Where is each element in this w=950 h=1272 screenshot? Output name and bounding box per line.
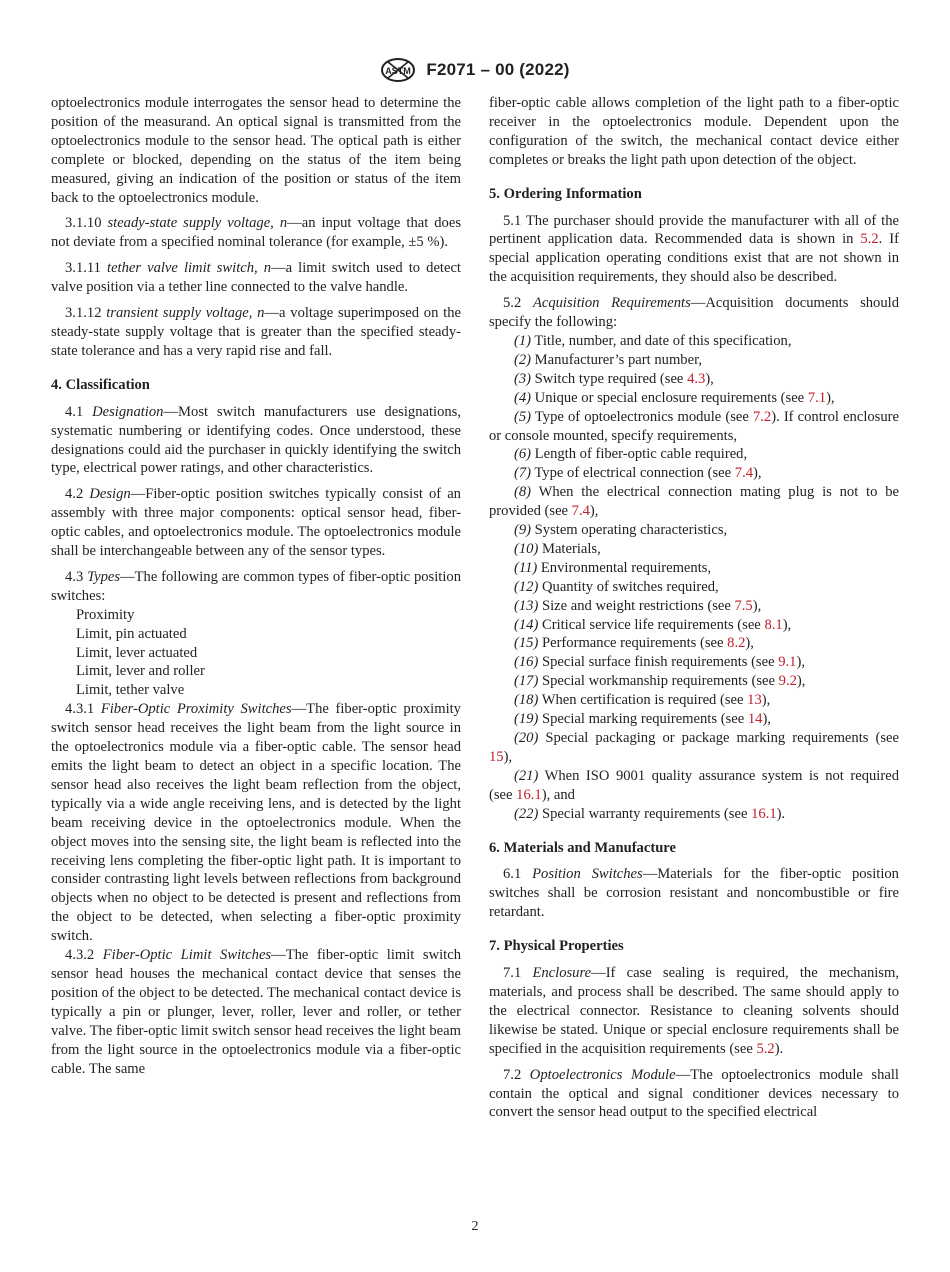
requirement-item: (17) Special workmanship requirements (see 9.2),: [514, 673, 806, 690]
reference-link[interactable]: 9.1: [778, 654, 797, 671]
right-column: [489, 94, 899, 1122]
reference-link[interactable]: 4.3: [687, 370, 706, 387]
reference-link[interactable]: 7.1: [807, 389, 827, 406]
reference-link[interactable]: 9.2: [778, 673, 797, 690]
reference-link[interactable]: 7.5: [734, 597, 753, 614]
type-list-item: Limit, lever actuated: [76, 644, 198, 661]
requirement-item: (16) Special surface finish requirements (see 9.1),: [514, 654, 805, 671]
reference-link-5-2[interactable]: 5.2: [756, 1040, 775, 1057]
type-list-item: Limit, tether valve: [76, 682, 185, 699]
acquisition-requirements-list: [489, 332, 899, 824]
paragraph-6-1: 6.1 Position Switches—Materials for the fiber-optic position switches shall be corrosion resistant and noncombustible or fire retardant.: [489, 866, 899, 921]
requirement-item: (1) Title, number, and date of this specification,: [514, 332, 792, 349]
requirement-item: (7) Type of electrical connection (see 7.4),: [514, 465, 762, 482]
section-heading-ordering-information: 5. Ordering Information: [489, 185, 642, 202]
requirement-item: (19) Special marking requirements (see 14),: [514, 711, 771, 728]
paragraph-7-2: 7.2 Optoelectronics Module—The optoelectronics module shall contain the optical and signal conditioner devices necessary to convert the sensor head output to the specified electrical: [489, 1066, 899, 1121]
definition-3-1-12: 3.1.12 transient supply voltage, n—a voltage superimposed on the steady-state supply voltage that is greater than the specified steady-state tolerance and has a very rapid rise and fall.: [51, 305, 461, 359]
document-designation: F2071 – 00 (2022): [426, 60, 570, 79]
reference-link[interactable]: 7.2: [752, 408, 772, 425]
reference-link[interactable]: 8.2: [727, 635, 746, 652]
requirement-item: (9) System operating characteristics,: [514, 522, 728, 539]
requirement-item: (11) Environmental requirements,: [514, 559, 712, 576]
requirement-item: (21) When ISO 9001 quality assurance system is not required (see 16.1), and: [489, 767, 899, 803]
paragraph-4-3-2: 4.3.2 Fiber-Optic Limit Switches—The fiber-optic limit switch sensor head houses the mechanical contact device that senses the position of the object to be detected. The mechanical contact device is typically a pin or plunger, lever, roller, lever and roller, or tether valve. The fiber-optic limit switch sensor head receives the light beam from the light source in the optoelectronics module via a fiber-optic cable. The same: [51, 947, 461, 1077]
requirement-item: (3) Switch type required (see 4.3),: [514, 370, 714, 387]
paragraph-5-1: 5.1 The purchaser should provide the manufacturer with all of the pertinent application data. Recommended data is shown in 5.2. If special application operating conditions exist that are not shown in the acquisition requirements, they should also be described.: [489, 212, 899, 286]
reference-link[interactable]: 7.4: [571, 503, 590, 520]
requirement-item: (8) When the electrical connection mating plug is not to be provided (see 7.4),: [489, 484, 899, 520]
astm-logo-icon: [380, 56, 416, 84]
requirement-item: (2) Manufacturer’s part number,: [514, 351, 702, 368]
left-column: [51, 94, 461, 1078]
requirement-item: (4) Unique or special enclosure requirements (see 7.1),: [514, 389, 835, 406]
requirement-item: (12) Quantity of switches required,: [514, 578, 719, 595]
page-header: [0, 56, 950, 84]
type-list-item: Limit, lever and roller: [76, 663, 205, 680]
requirement-item: (13) Size and weight restrictions (see 7.5),: [514, 597, 762, 614]
continued-paragraph: fiber-optic cable allows completion of the light path to a fiber-optic receiver in the optoelectronics module. Dependent upon the configuration of the switch, the mechanical contact device either completes or breaks the light path upon detection of the object.: [489, 95, 899, 168]
continued-paragraph: optoelectronics module interrogates the sensor head to determine the position of the measurand. An optical signal is transmitted from the optoelectronics module to the sensor head. The optical path is either complete or blocked, depending on the status of the item being measured, giving an indication of the position or status of the item back to the optoelectronics module.: [51, 95, 461, 206]
reference-link[interactable]: 8.1: [764, 616, 783, 633]
requirement-item: (15) Performance requirements (see 8.2),: [514, 635, 754, 652]
requirement-item: (22) Special warranty requirements (see 16.1).: [514, 805, 786, 822]
section-heading-classification: 4. Classification: [51, 376, 150, 393]
paragraph-7-1: 7.1 Enclosure—If case sealing is required, the mechanism, materials, and process shall be described. The same should apply to the electrical connector. Resistance to cleaning solvents should likewise be stated. Unique or special enclosure requirements shall be specified in the acquisition requirements (see 5.2).: [489, 965, 899, 1057]
definition-3-1-11: 3.1.11 tether valve limit switch, n—a limit switch used to detect valve position via a tether line connected to the valve handle.: [51, 260, 461, 296]
reference-link[interactable]: 16.1: [751, 805, 777, 822]
reference-link[interactable]: 16.1: [516, 786, 542, 803]
reference-link[interactable]: 7.4: [734, 465, 754, 482]
section-heading-physical-properties: 7. Physical Properties: [489, 938, 624, 955]
reference-link[interactable]: 14: [747, 711, 763, 728]
svg-text:ASTM: ASTM: [385, 66, 412, 76]
requirement-item: (10) Materials,: [514, 540, 601, 557]
paragraph-5-2: 5.2 Acquisition Requirements—Acquisition documents should specify the following:: [489, 295, 899, 331]
reference-link[interactable]: 13: [747, 692, 762, 709]
paragraph-4-3-1: 4.3.1 Fiber-Optic Proximity Switches—The fiber-optic proximity switch sensor head receives the light beam from the light source in the optoelectronics module via a fiber-optic cable. The sensor head emits the light beam to detect an object in a specific location. The sensor head also receives the light beam reflection from the object, typically via a wide angle receiving lens, and is detected by the light beam receiving device in the optoelectronics module. When the object moves into the sensing site, the light beam is reflected into the receiving lens completing the fiber-optic light path. It is important to consider contrasting light levels between reflections from background objects when no object to be detected is present and reflections from the object to be detected, when selecting a fiber-optic proximity switch.: [51, 701, 461, 945]
type-list-item: Limit, pin actuated: [76, 625, 187, 642]
paragraph-4-1: 4.1 Designation—Most switch manufacturers use designations, systematic numbering or identifying codes. Once understood, these designations could aid the purchaser in quickly identifying the switch type, electrical power ratings, and other characteristics.: [51, 403, 462, 477]
requirement-item: (14) Critical service life requirements (see 8.1),: [514, 616, 792, 633]
requirement-item: (20) Special packaging or package marking requirements (see 15),: [489, 730, 899, 765]
page-number: 2: [471, 1219, 479, 1234]
requirement-item: (5) Type of optoelectronics module (see 7.2). If control enclosure or console mounted, specify requirements,: [489, 408, 899, 444]
paragraph-4-3: 4.3 Types—The following are common types of fiber-optic position switches:: [51, 568, 461, 604]
section-heading-materials: 6. Materials and Manufacture: [489, 839, 676, 856]
requirement-item: (18) When certification is required (see 13),: [514, 692, 771, 709]
type-list-item: Proximity: [76, 606, 135, 623]
requirement-item: (6) Length of fiber-optic cable required,: [514, 446, 748, 463]
paragraph-4-2: 4.2 Design—Fiber-optic position switches typically consist of an assembly with three major components: optical sensor head, fiber-optic cables, and optoelectronics module. The optoelectronics module shall be interchangeable between any of the sensor types.: [51, 486, 461, 560]
reference-link-5-2[interactable]: 5.2: [860, 231, 879, 248]
reference-link[interactable]: 15: [489, 748, 504, 765]
definition-3-1-10: 3.1.10 steady-state supply voltage, n—an input voltage that does not deviate from a specified nominal tolerance (for example, ±5 %).: [51, 215, 461, 251]
